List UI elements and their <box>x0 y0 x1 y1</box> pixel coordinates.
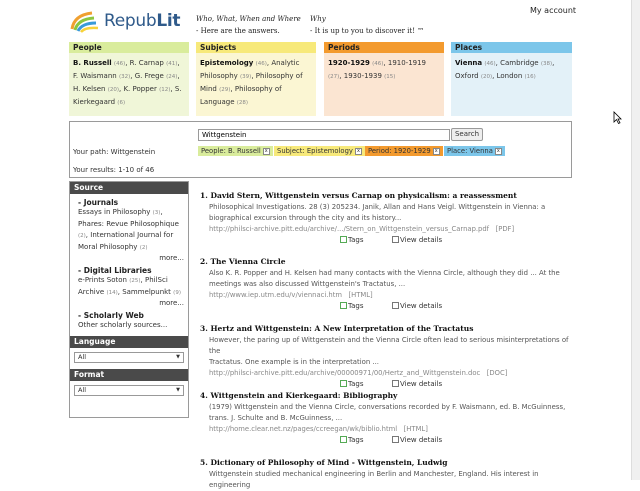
result-snippet: Also K. R. Popper and H. Kelsen had many contacts with the Vienna Circle, although they did ... At the meetings was also discussed Wittgenstein's Tractatus, ... <box>209 269 560 288</box>
periods-header: Periods <box>324 42 444 53</box>
results-count: Your results: 1-10 of 46 <box>73 166 155 174</box>
tagline-why <box>310 13 424 37</box>
result-item <box>200 391 570 447</box>
source-link[interactable]: e-Prints Soton (25) <box>78 276 141 284</box>
dropdown-arrow-icon: ▼ <box>176 387 180 393</box>
result-snippet: Philosophical Investigations. 28 (3) 205234. Janik, Allan and Hans Veigl. Wittgenstein in Vienna: a biographical excursion through the city and its history... <box>209 203 546 222</box>
search-input[interactable] <box>198 129 450 141</box>
search-path: Your path: Wittgenstein <box>73 148 156 156</box>
facet-link[interactable]: 1920-1929 (46) <box>328 59 384 67</box>
source-link[interactable]: PhilSci Archive (14) <box>78 276 168 296</box>
result-item <box>200 458 570 491</box>
subjects-list: Epistemology (46), Analytic Philosophy (39), Philosophy of Mind (29), Philosophy of Language (28) <box>196 53 316 116</box>
facet-link[interactable]: K. Popper (12) <box>123 85 171 93</box>
facet-link[interactable]: F. Waismann (32) <box>73 72 131 80</box>
result-title[interactable]: 3. Hertz and Wittgenstein: A New Interpretation of the Tractatus <box>200 324 474 333</box>
search-panel <box>69 121 572 178</box>
tagline-who-what <box>196 13 301 37</box>
tag-icon <box>340 436 347 443</box>
tags-button[interactable]: Tags <box>340 436 364 444</box>
result-title[interactable]: 1. David Stern, Wittgenstein versus Carnap on physicalism: a reassessment <box>200 191 517 200</box>
result-snippet: However, the paring up of Wittgenstein and the Vienna Circle often lead to serious misinterpretations of the Tractatus. One example is in the interpretation ... <box>209 336 569 366</box>
remove-filter-icon[interactable]: x <box>263 148 270 155</box>
tags-button[interactable]: Tags <box>340 236 364 244</box>
scholarly-web-link[interactable]: Other scholarly sources... <box>78 321 168 329</box>
format-header: Format <box>70 369 188 381</box>
result-item <box>200 191 570 247</box>
search-button[interactable]: Search <box>451 128 483 141</box>
journals-toggle[interactable]: - Journals <box>78 198 119 207</box>
source-link[interactable]: Phares: Revue Philosophique (2) <box>78 220 179 239</box>
tag-icon <box>340 302 347 309</box>
subjects-header: Subjects <box>196 42 316 53</box>
result-url[interactable]: http://www.iep.utm.edu/v/viennaci.htm [HTML] <box>209 291 373 299</box>
source-link[interactable]: International Journal for Moral Philosophy (2) <box>78 231 174 251</box>
facet-link[interactable]: 1910-1919 (27) <box>328 59 427 80</box>
facet-link[interactable]: S. Kierkegaard (6) <box>73 85 182 106</box>
document-icon <box>392 236 399 243</box>
result-snippet: Wittgenstein studied mechanical engineering in Berlin and Manchester, England. His interest in engineering <box>209 470 539 489</box>
tag-icon <box>340 236 347 243</box>
filter-chip-period[interactable]: Period: 1920-1929 x <box>365 146 443 156</box>
document-icon <box>392 436 399 443</box>
filter-sidebar <box>69 181 189 418</box>
result-url[interactable]: http://philsci-archive.pitt.edu/archive/.../Stern_on_Wittgenstein_versus_Carnap.pdf [PDF] <box>209 225 515 233</box>
remove-filter-icon[interactable]: x <box>495 148 502 155</box>
remove-filter-icon[interactable]: x <box>355 148 362 155</box>
places-panel <box>451 42 572 116</box>
facet-link[interactable]: London (16) <box>496 72 536 80</box>
facet-link[interactable]: Cambridge (38) <box>500 59 553 67</box>
source-header: Source <box>70 182 188 194</box>
places-header: Places <box>451 42 572 53</box>
facet-link[interactable]: Philosophy of Mind (29) <box>200 72 303 93</box>
dropdown-arrow-icon: ▼ <box>176 354 180 360</box>
my-account-link[interactable]: My account <box>530 6 577 15</box>
result-item <box>200 324 570 391</box>
tagline-title: Who, What, When and Where <box>196 15 301 23</box>
format-select[interactable]: All ▼ <box>74 385 184 396</box>
facet-link[interactable]: H. Kelsen (20) <box>73 85 120 93</box>
view-details-button[interactable]: View details <box>392 436 442 444</box>
subjects-panel <box>196 42 316 116</box>
view-details-button[interactable]: View details <box>392 380 442 388</box>
view-details-button[interactable]: View details <box>392 302 442 310</box>
document-icon <box>392 380 399 387</box>
tagline-sub: - It is up to you to discover it! ™ <box>310 27 425 35</box>
periods-panel <box>324 42 444 116</box>
journals-more-link[interactable]: more... <box>159 254 184 262</box>
mouse-cursor-icon <box>614 112 622 124</box>
tag-icon <box>340 380 347 387</box>
result-snippet: (1979) Wittgenstein and the Vienna Circle, conversations recorded by F. Waismann, ed. B. McGuinness, trans. J. Schulte and B. McGuinness, ... <box>209 403 566 422</box>
facet-link[interactable]: Analytic Philosophy (39) <box>200 59 300 80</box>
tagline-title: Why <box>310 15 326 23</box>
brand-name-part2: Lit <box>156 11 181 31</box>
language-select[interactable]: All ▼ <box>74 352 184 363</box>
result-item <box>200 257 570 313</box>
digital-libraries-more-link[interactable]: more... <box>159 299 184 307</box>
result-title[interactable]: 2. The Vienna Circle <box>200 257 286 266</box>
source-link[interactable]: Essays in Philosophy (3) <box>78 208 161 216</box>
source-link[interactable]: Sammelpunkt (9) <box>122 288 181 296</box>
result-title[interactable]: 4. Wittgenstein and Kierkegaard: Bibliography <box>200 391 398 400</box>
document-icon <box>392 302 399 309</box>
people-panel <box>69 42 189 116</box>
page-scrollbar[interactable] <box>631 0 640 480</box>
periods-list: 1920-1929 (46), 1910-1919 (27), 1930-1939 (15) <box>324 53 444 116</box>
filter-chip-people[interactable]: People: B. Russell x <box>198 146 273 156</box>
tags-button[interactable]: Tags <box>340 380 364 388</box>
result-url[interactable]: http://philsci-archive.pitt.edu/archive/00000971/00/Hertz_and_Wittgenstein.doc [DOC] <box>209 369 508 377</box>
journals-list: Essays in Philosophy (3), Phares: Revue Philosophique (2), International Journal for Moral Philosophy (2) <box>78 208 179 251</box>
brand-name-part1: Repub <box>104 11 157 31</box>
facet-link[interactable]: G. Frege (24) <box>134 72 178 80</box>
view-details-button[interactable]: View details <box>392 236 442 244</box>
language-header: Language <box>70 336 188 348</box>
logo-swoosh-icon <box>70 9 104 33</box>
places-list: Vienna (46), Cambridge (38), Oxford (20), London (16) <box>451 53 572 116</box>
result-title[interactable]: 5. Dictionary of Philosophy of Mind - Wittgenstein, Ludwig <box>200 458 448 467</box>
filter-chip-place[interactable]: Place: Vienna x <box>444 146 505 156</box>
tags-button[interactable]: Tags <box>340 302 364 310</box>
facet-link[interactable]: Epistemology (46) <box>200 59 267 67</box>
people-list: B. Russell (46), R. Carnap (41), F. Waismann (32), G. Frege (24), H. Kelsen (20), K. Popper (12), S. Kierkegaard (6) <box>69 53 189 116</box>
facet-link[interactable]: R. Carnap (41) <box>129 59 178 67</box>
filter-chip-subject[interactable]: Subject: Epistemology x <box>274 146 365 156</box>
facet-link[interactable]: B. Russell (46) <box>73 59 126 67</box>
scholarly-web-toggle[interactable]: - Scholarly Web <box>78 311 144 320</box>
facet-link[interactable]: Philosophy of Language (28) <box>200 85 282 106</box>
facet-link[interactable]: Oxford (20) <box>455 72 493 80</box>
facet-link[interactable]: 1930-1939 (15) <box>343 72 396 80</box>
digital-libraries-toggle[interactable]: - Digital Libraries <box>78 266 152 275</box>
tagline-sub: - Here are the answers. <box>196 27 280 35</box>
digital-libraries-list: e-Prints Soton (25), PhilSci Archive (14), Sammelpunkt (9) <box>78 276 181 296</box>
republit-logo[interactable] <box>70 8 182 34</box>
facet-link[interactable]: Vienna (46) <box>455 59 496 67</box>
people-header: People <box>69 42 189 53</box>
remove-filter-icon[interactable]: x <box>433 148 440 155</box>
result-url[interactable]: http://home.clear.net.nz/pages/ccreegan/wk/biblio.html [HTML] <box>209 425 428 433</box>
